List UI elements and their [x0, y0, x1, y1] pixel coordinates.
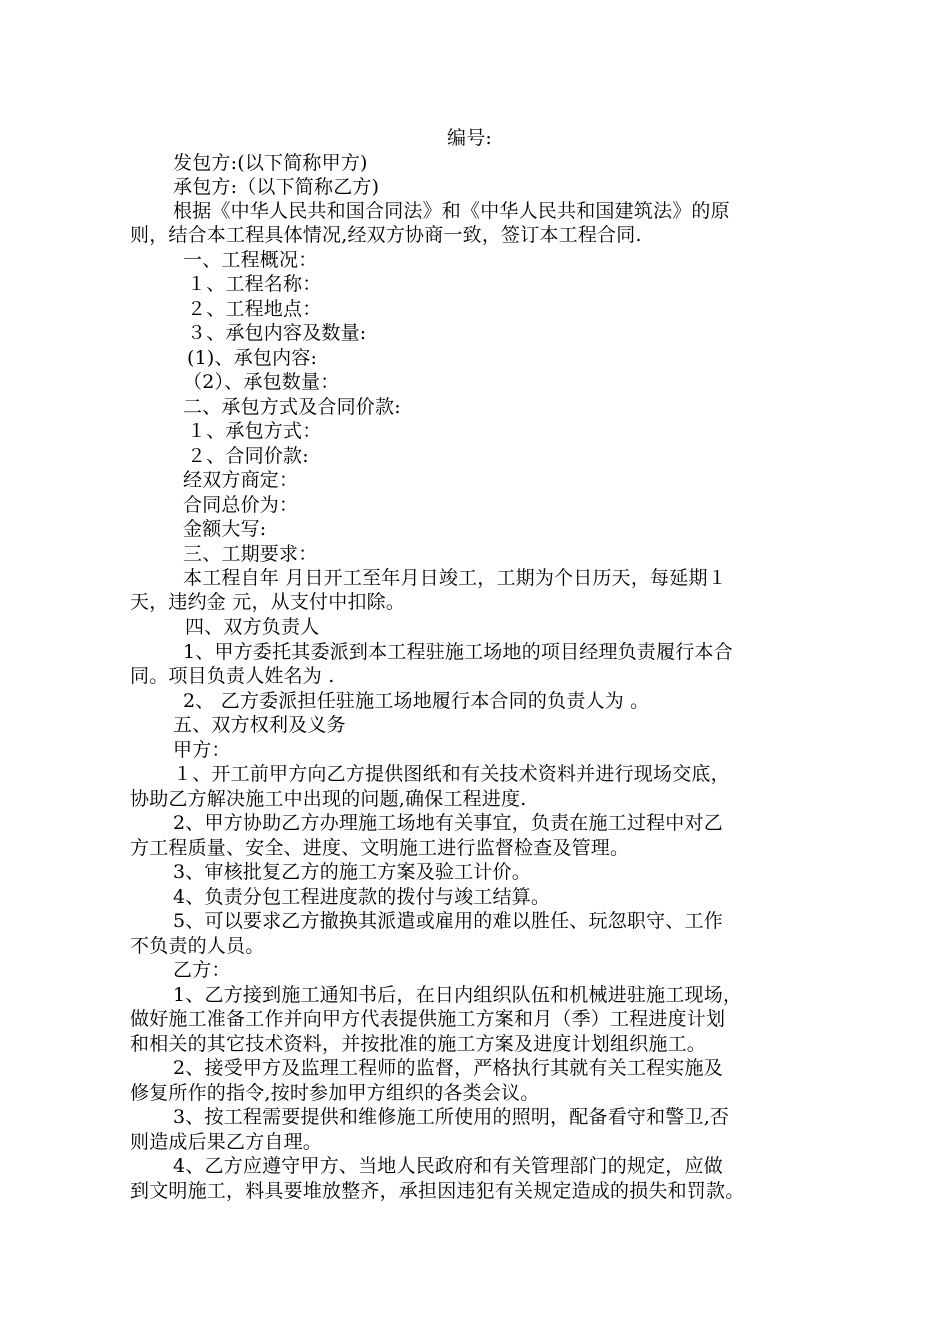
contract-line: 修复所作的指令,按时参加甲方组织的各类会议。: [130, 1082, 540, 1104]
section-heading: 一、工程概况：: [183, 249, 318, 271]
section-heading: 四、双方负责人: [185, 616, 320, 638]
section-heading: 三、工期要求：: [183, 543, 318, 565]
section-heading: 五、双方权利及义务: [173, 714, 346, 736]
contract-line: 则造成后果乙方自理。: [130, 1131, 323, 1153]
party-heading: 乙方：: [173, 959, 231, 981]
contract-line: 合同总价为：: [183, 494, 299, 516]
contract-line: 1、甲方委托其委派到本工程驻施工场地的项目经理负责履行本合: [183, 641, 733, 663]
contract-line: 经双方商定：: [183, 469, 299, 491]
contract-line: 金额大写:: [183, 518, 267, 540]
contract-line: 天，违约金 元，从支付中扣除。: [130, 591, 406, 613]
contract-line: 根据《中华人民共和国合同法》和《中华人民共和国建筑法》的原: [173, 200, 730, 222]
contract-line: ２、工程地点：: [187, 298, 322, 320]
contract-line: 本工程自年 月日开工至年月日竣工，工期为个日历天，每延期１: [183, 567, 727, 589]
contract-line: １、承包方式：: [187, 420, 322, 442]
contract-line: 不负责的人员。: [130, 935, 265, 957]
contract-line: 3、按工程需要提供和维修施工所使用的照明，配备看守和警卫,否: [173, 1106, 730, 1128]
contract-line: 则，结合本工程具体情况,经双方协商一致，签订本工程合同.: [130, 224, 642, 246]
contract-line: 5、可以要求乙方撤换其派遣或雇用的难以胜任、玩忽职守、工作: [173, 910, 723, 932]
contract-line: 2、甲方协助乙方办理施工场地有关事宜，负责在施工过程中对乙: [173, 812, 723, 834]
contract-line: 到文明施工，料具要堆放整齐，承担因违犯有关规定造成的损失和罚款。: [130, 1180, 745, 1202]
contract-line: ３、承包内容及数量:: [187, 322, 367, 344]
contract-line: 同。项目负责人姓名为 .: [130, 665, 335, 687]
party-heading: 甲方：: [173, 739, 231, 761]
contract-line: 2、接受甲方及监理工程师的监督，严格执行其就有关工程实施及: [173, 1057, 723, 1079]
contract-line: 方工程质量、安全、进度、文明施工进行监督检查及管理。: [130, 837, 630, 859]
section-heading: 二、承包方式及合同价款:: [183, 396, 401, 418]
contract-line: １、开工前甲方向乙方提供图纸和有关技术资料并进行现场交底，: [173, 763, 730, 785]
document-number-label: 编号:: [447, 127, 493, 149]
contract-line: 4、乙方应遵守甲方、当地人民政府和有关管理部门的规定，应做: [173, 1155, 723, 1177]
contract-line: (1)、承包内容:: [187, 347, 318, 369]
contract-line: ２、合同价款:: [187, 445, 309, 467]
contract-line: １、工程名称：: [187, 273, 322, 295]
contract-line: 和相关的其它技术资料，并按批准的施工方案及进度计划组织施工。: [130, 1033, 707, 1055]
contract-line: 发包方:(以下简称甲方): [173, 152, 368, 174]
contract-line: 做好施工准备工作并向甲方代表提供施工方案和月（季）工程进度计划: [130, 1008, 726, 1030]
contract-line: 1、乙方接到施工通知书后，在日内组织队伍和机械进驻施工现场，: [173, 984, 743, 1006]
contract-line: 3、审核批复乙方的施工方案及验工计价。: [173, 861, 531, 883]
contract-line: （2）、承包数量：: [183, 371, 340, 393]
contract-line: 承包方:（以下简称乙方): [173, 176, 380, 198]
contract-line: 4、负责分包工程进度款的拨付与竣工结算。: [173, 886, 551, 908]
contract-line: 协助乙方解决施工中出现的问题,确保工程进度.: [130, 788, 527, 810]
contract-line: 2、 乙方委派担任驻施工场地履行本合同的负责人为 。: [183, 690, 650, 712]
